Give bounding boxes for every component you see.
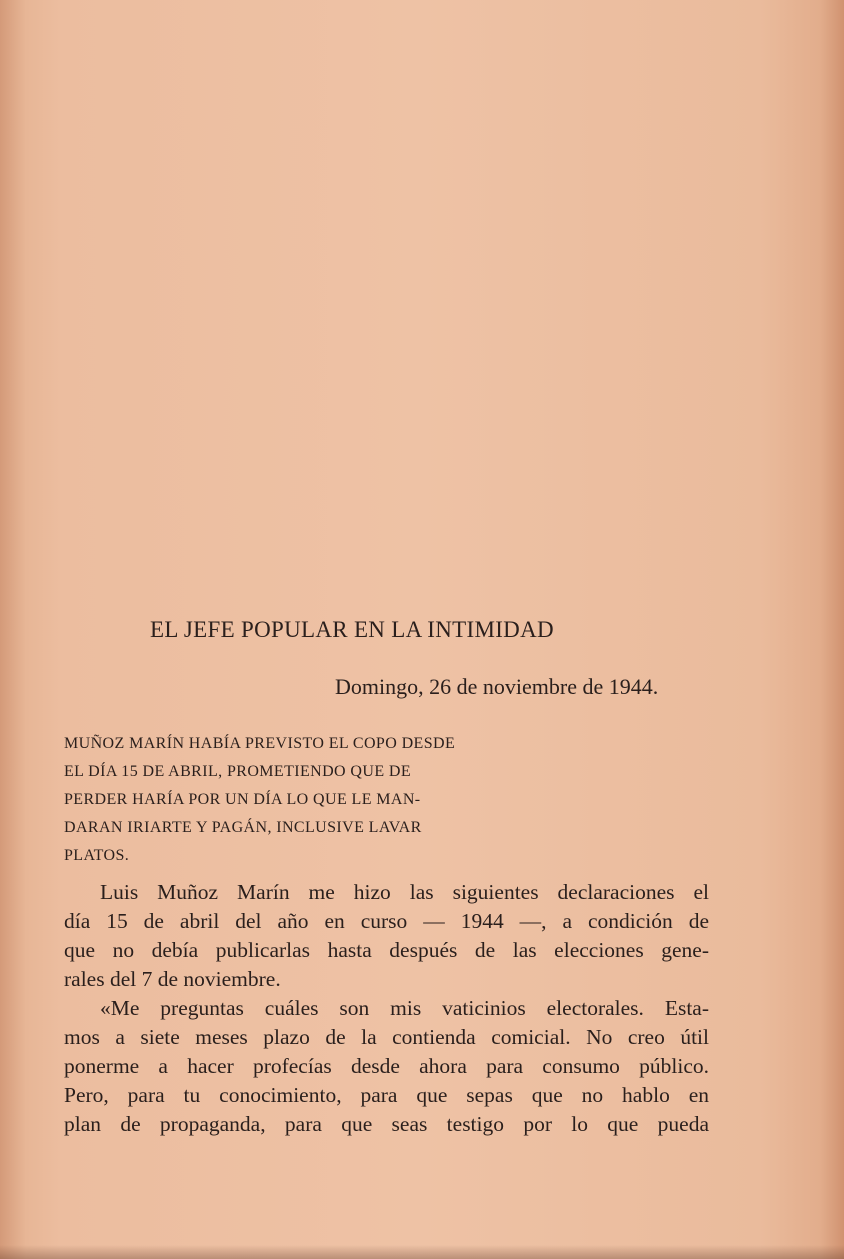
text-line: ponerme a hacer profecías desde ahora para consumo público. [64,1054,709,1078]
chapter-summary [64,730,564,870]
paragraph [64,994,709,1139]
summary-line: DARAN IRIARTE Y PAGÁN, INCLUSIVE LAVAR [64,819,422,836]
text-line: Luis Muñoz Marín me hizo las siguientes declaraciones el [100,880,709,904]
summary-line: MUÑOZ MARÍN HABÍA PREVISTO EL COPO DESDE [64,735,456,752]
text-line: día 15 de abril del año en curso — 1944 —, a condición de [64,909,709,933]
text-line: que no debía publicarlas hasta después de las elecciones gene- [64,938,709,962]
summary-line: PLATOS. [64,847,130,864]
chapter-title: EL JEFE POPULAR EN LA INTIMIDAD [150,617,554,642]
summary-line: PERDER HARÍA POR UN DÍA LO QUE LE MAN- [64,791,421,808]
text-line: rales del 7 de noviembre. [64,967,281,991]
body-text [64,878,709,1139]
text-line: Pero, para tu conocimiento, para que sepas que no hablo en [64,1083,709,1107]
dateline: Domingo, 26 de noviembre de 1944. [335,674,659,699]
text-line: mos a siete meses plazo de la contienda comicial. No creo útil [64,1025,709,1049]
summary-line: EL DÍA 15 DE ABRIL, PROMETIENDO QUE DE [64,763,412,780]
text-line: plan de propaganda, para que seas testigo por lo que pueda [64,1112,709,1136]
paragraph [64,878,709,994]
text-line: «Me preguntas cuáles son mis vaticinios electorales. Esta- [100,996,709,1020]
